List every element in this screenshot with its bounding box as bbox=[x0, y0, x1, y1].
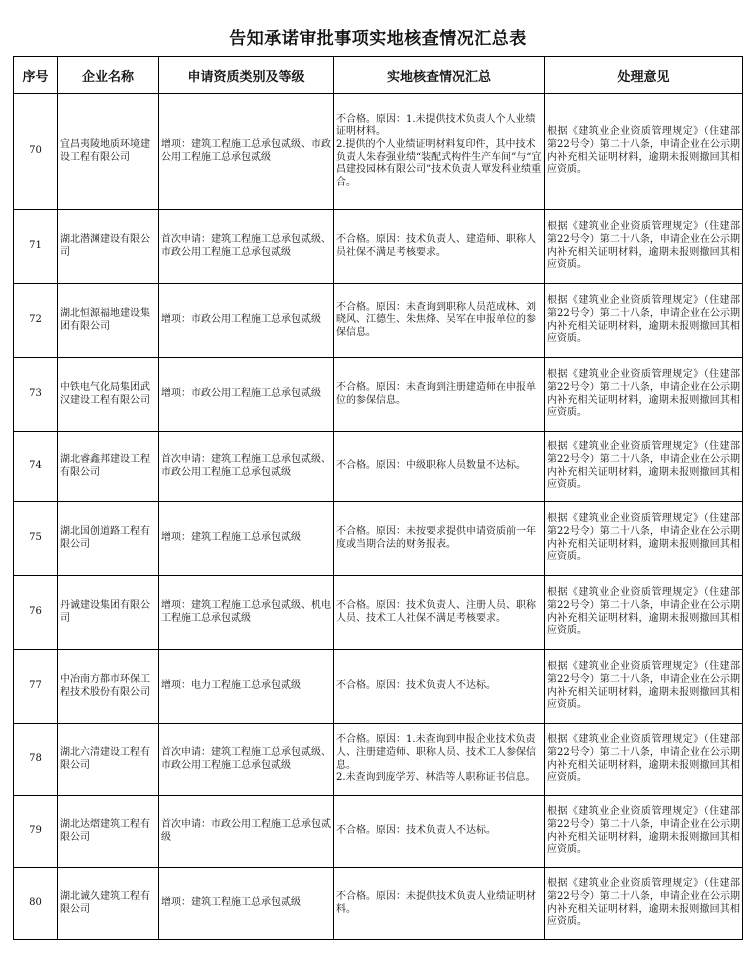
opinion-cell: 根据《建筑业企业资质管理规定》（住建部第22号令）第二十八条，申请企业在公示期内补充相关证明材料，逾期未报则撤回其相应资质。 bbox=[545, 868, 743, 940]
table-row bbox=[14, 724, 743, 796]
company-name-cell: 中铁电气化局集团武汉建设工程有限公司 bbox=[58, 358, 159, 432]
table-row bbox=[14, 796, 743, 868]
table-row bbox=[14, 502, 743, 576]
verification-summary-table bbox=[13, 56, 743, 940]
table-row bbox=[14, 650, 743, 724]
qualification-cell: 增项：市政公用工程施工总承包贰级 bbox=[159, 358, 334, 432]
qualification-cell: 首次申请：建筑工程施工总承包贰级、市政公用工程施工总承包贰级 bbox=[159, 432, 334, 502]
opinion-cell: 根据《建筑业企业资质管理规定》（住建部第22号令）第二十八条，申请企业在公示期内补充相关证明材料，逾期未报则撤回其相应资质。 bbox=[545, 358, 743, 432]
opinion-cell: 根据《建筑业企业资质管理规定》（住建部第22号令）第二十八条，申请企业在公示期内补充相关证明材料，逾期未报则撤回其相应资质。 bbox=[545, 284, 743, 358]
company-name-cell: 宜昌夷陵地质环境建设工程有限公司 bbox=[58, 94, 159, 210]
header-finding: 实地核查情况汇总 bbox=[334, 57, 545, 94]
serial-number-cell: 78 bbox=[14, 724, 58, 796]
qualification-cell: 首次申请：建筑工程施工总承包贰级、市政公用工程施工总承包贰级 bbox=[159, 210, 334, 284]
finding-cell: 不合格。原因：未查询到职称人员范成林、刘晓风、江德生、朱焦烽、吴军在申报单位的参保信息。 bbox=[334, 284, 545, 358]
company-name-cell: 中冶南方都市环保工程技术股份有限公司 bbox=[58, 650, 159, 724]
qualification-cell: 增项：电力工程施工总承包贰级 bbox=[159, 650, 334, 724]
qualification-cell: 首次申请：市政公用工程施工总承包贰级 bbox=[159, 796, 334, 868]
company-name-cell: 湖北睿鑫邦建设工程有限公司 bbox=[58, 432, 159, 502]
finding-cell: 不合格。原因：1.未提供技术负责人个人业绩证明材料。 2.提供的个人业绩证明材料复印件，其中技术负责人朱春强业绩“装配式构件生产车间”与“宜昌建投园林有限公司”技术负责人覃发科业绩重合。 bbox=[334, 94, 545, 210]
opinion-cell: 根据《建筑业企业资质管理规定》（住建部第22号令）第二十八条，申请企业在公示期内补充相关证明材料，逾期未报则撤回其相应资质。 bbox=[545, 502, 743, 576]
page-title: 告知承诺审批事项实地核查情况汇总表 bbox=[229, 29, 527, 49]
company-name-cell: 湖北诚久建筑工程有限公司 bbox=[58, 868, 159, 940]
serial-number-cell: 72 bbox=[14, 284, 58, 358]
table-row bbox=[14, 210, 743, 284]
finding-cell: 不合格。原因：技术负责人、建造师、职称人员社保不满足考核要求。 bbox=[334, 210, 545, 284]
table-row bbox=[14, 358, 743, 432]
company-name-cell: 湖北潜渊建设有限公司 bbox=[58, 210, 159, 284]
table-row bbox=[14, 94, 743, 210]
serial-number-cell: 76 bbox=[14, 576, 58, 650]
table-body bbox=[14, 94, 743, 940]
finding-cell: 不合格。原因：未提供技术负责人业绩证明材料。 bbox=[334, 868, 545, 940]
qualification-cell: 增项：市政公用工程施工总承包贰级 bbox=[159, 284, 334, 358]
table-row bbox=[14, 284, 743, 358]
qualification-cell: 增项：建筑工程施工总承包贰级 bbox=[159, 502, 334, 576]
serial-number-cell: 70 bbox=[14, 94, 58, 210]
opinion-cell: 根据《建筑业企业资质管理规定》（住建部第22号令）第二十八条，申请企业在公示期内补充相关证明材料，逾期未报则撤回其相应资质。 bbox=[545, 576, 743, 650]
header-company-name: 企业名称 bbox=[58, 57, 159, 94]
table-row bbox=[14, 576, 743, 650]
qualification-cell: 增项：建筑工程施工总承包贰级 bbox=[159, 868, 334, 940]
serial-number-cell: 80 bbox=[14, 868, 58, 940]
qualification-cell: 首次申请：建筑工程施工总承包贰级、市政公用工程施工总承包贰级 bbox=[159, 724, 334, 796]
finding-cell: 不合格。原因：未按要求提供申请资质前一年度或当期合法的财务报表。 bbox=[334, 502, 545, 576]
finding-cell: 不合格。原因：未查询到注册建造师在申报单位的参保信息。 bbox=[334, 358, 545, 432]
serial-number-cell: 71 bbox=[14, 210, 58, 284]
serial-number-cell: 75 bbox=[14, 502, 58, 576]
finding-cell: 不合格。原因：技术负责人不达标。 bbox=[334, 796, 545, 868]
serial-number-cell: 77 bbox=[14, 650, 58, 724]
qualification-cell: 增项：建筑工程施工总承包贰级、机电工程施工总承包贰级 bbox=[159, 576, 334, 650]
finding-cell: 不合格。原因：1.未查询到申报企业技术负责人、注册建造师、职称人员、技术工人参保信息。 2.未查询到庞学芳、林浩等人职称证书信息。 bbox=[334, 724, 545, 796]
company-name-cell: 湖北达熠建筑工程有限公司 bbox=[58, 796, 159, 868]
opinion-cell: 根据《建筑业企业资质管理规定》（住建部第22号令）第二十八条，申请企业在公示期内补充相关证明材料，逾期未报则撤回其相应资质。 bbox=[545, 724, 743, 796]
finding-cell: 不合格。原因：中级职称人员数量不达标。 bbox=[334, 432, 545, 502]
opinion-cell: 根据《建筑业企业资质管理规定》（住建部第22号令）第二十八条，申请企业在公示期内补充相关证明材料，逾期未报则撤回其相应资质。 bbox=[545, 94, 743, 210]
finding-cell: 不合格。原因：技术负责人、注册人员、职称人员、技术工人社保不满足考核要求。 bbox=[334, 576, 545, 650]
table-row bbox=[14, 432, 743, 502]
opinion-cell: 根据《建筑业企业资质管理规定》（住建部第22号令）第二十八条，申请企业在公示期内补充相关证明材料，逾期未报则撤回其相应资质。 bbox=[545, 796, 743, 868]
opinion-cell: 根据《建筑业企业资质管理规定》（住建部第22号令）第二十八条，申请企业在公示期内补充相关证明材料，逾期未报则撤回其相应资质。 bbox=[545, 650, 743, 724]
company-name-cell: 湖北六清建设工程有限公司 bbox=[58, 724, 159, 796]
table-header-row bbox=[14, 57, 743, 94]
company-name-cell: 湖北恒源福地建设集团有限公司 bbox=[58, 284, 159, 358]
header-qualification: 申请资质类别及等级 bbox=[159, 57, 334, 94]
serial-number-cell: 74 bbox=[14, 432, 58, 502]
serial-number-cell: 73 bbox=[14, 358, 58, 432]
qualification-cell: 增项：建筑工程施工总承包贰级、市政公用工程施工总承包贰级 bbox=[159, 94, 334, 210]
company-name-cell: 湖北国创道路工程有限公司 bbox=[58, 502, 159, 576]
serial-number-cell: 79 bbox=[14, 796, 58, 868]
header-serial-number: 序号 bbox=[14, 57, 58, 94]
opinion-cell: 根据《建筑业企业资质管理规定》（住建部第22号令）第二十八条，申请企业在公示期内补充相关证明材料，逾期未报则撤回其相应资质。 bbox=[545, 432, 743, 502]
company-name-cell: 丹诚建设集团有限公司 bbox=[58, 576, 159, 650]
opinion-cell: 根据《建筑业企业资质管理规定》（住建部第22号令）第二十八条，申请企业在公示期内补充相关证明材料，逾期未报则撤回其相应资质。 bbox=[545, 210, 743, 284]
header-opinion: 处理意见 bbox=[545, 57, 743, 94]
table-row bbox=[14, 868, 743, 940]
finding-cell: 不合格。原因：技术负责人不达标。 bbox=[334, 650, 545, 724]
